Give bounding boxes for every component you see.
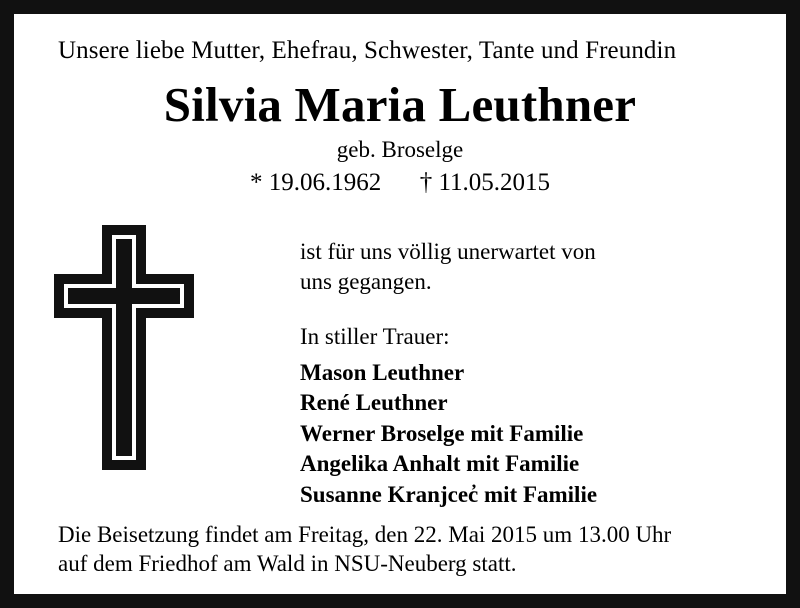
list-item: Susanne Kranjcec̓ mit Familie (300, 482, 598, 508)
passage-line-2: uns gegangen. (300, 269, 432, 295)
passage-line-1: ist für uns völlig unerwartet von (300, 239, 596, 264)
funeral-details (58, 521, 760, 579)
notice-inner-frame (14, 14, 786, 594)
passage-text (300, 237, 760, 298)
text-column (300, 215, 760, 511)
intro-line: Unsere liebe Mutter, Ehefrau, Schwester, Tante und Freundin (58, 37, 677, 64)
death-date: † 11.05.2015 (419, 169, 551, 196)
maiden-name: geb. Broselge (336, 137, 464, 162)
funeral-line-2: auf dem Friedhof am Wald in NSU-Neuberg statt. (58, 550, 517, 576)
list-item: Mason Leuthner (300, 359, 465, 385)
deceased-name: Silvia Maria Leuthner (163, 77, 637, 132)
birth-date: * 19.06.1962 (249, 169, 382, 196)
christian-cross-icon (54, 225, 234, 470)
mourning-label: In stiller Trauer: (300, 323, 450, 349)
list-item: Angelika Anhalt mit Familie (300, 451, 580, 477)
mourners-list (300, 358, 760, 511)
list-item: Werner Broselge mit Familie (300, 420, 584, 446)
list-item: René Leuthner (300, 390, 448, 416)
funeral-line-1: Die Beisetzung findet am Freitag, den 22. Mai 2015 um 13.00 Uhr (58, 521, 672, 547)
notice-body (40, 215, 760, 511)
life-dates (40, 169, 760, 197)
